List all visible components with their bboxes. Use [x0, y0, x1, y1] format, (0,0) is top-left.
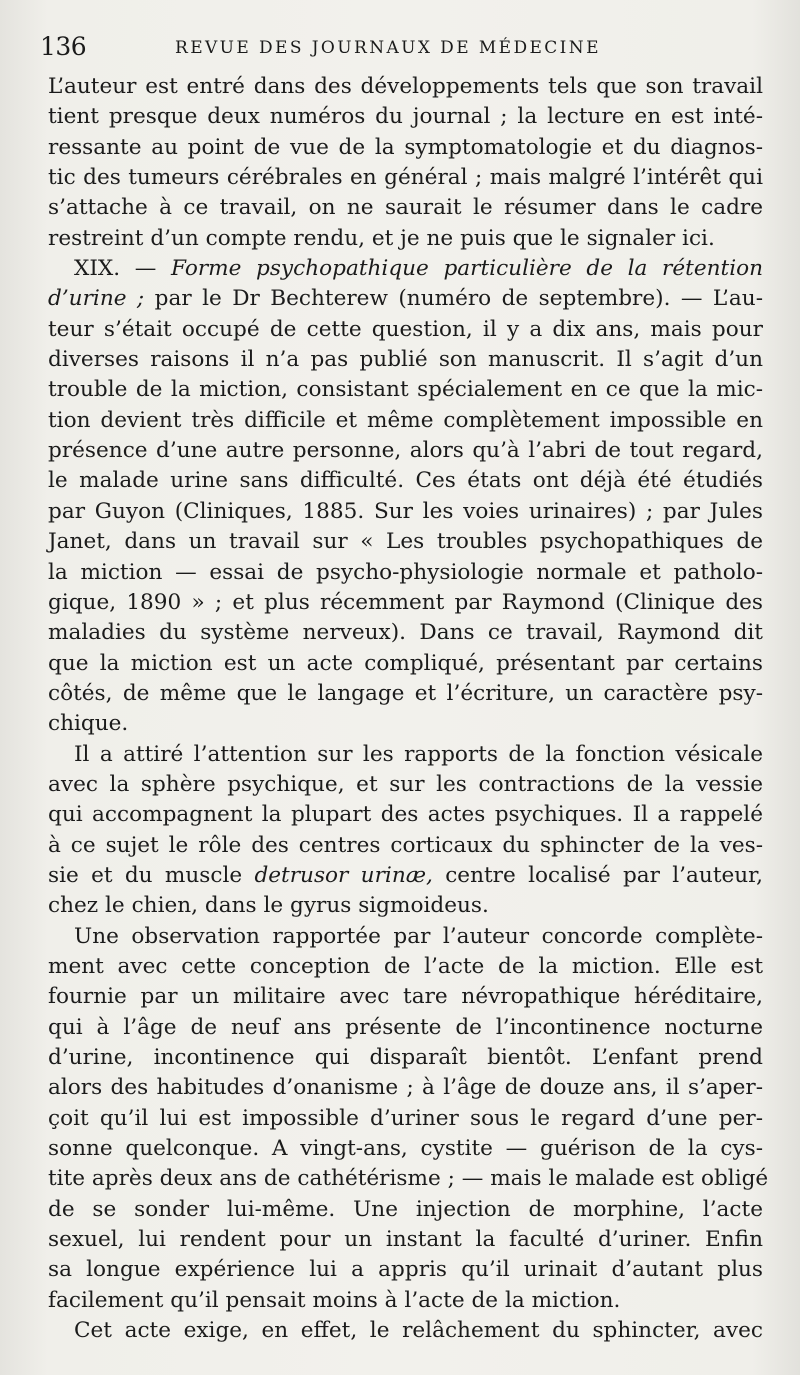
text-line: chique.: [48, 711, 129, 737]
text-line: par Guyon (Cliniques, 1885. Sur les voies urinaires) ; par Jules: [48, 498, 763, 524]
text-line: d’urine ; par le Dr Bechterew (numéro de septembre). — L’au-: [48, 286, 763, 312]
paragraph-start-line: Il a attiré l’attention sur les rapports de la fonction vésicale: [74, 741, 763, 767]
text-line: facilement qu’il pensait moins à l’acte de la miction.: [48, 1287, 621, 1313]
text-line: sonne quelconque. A vingt-ans, cystite — guérison de la cys-: [48, 1136, 763, 1162]
text-line: présence d’une autre personne, alors qu’à l’abri de tout regard,: [48, 438, 763, 464]
text-line: à ce sujet le rôle des centres corticaux du sphincter de la ves-: [48, 832, 763, 858]
text-line: chez le chien, dans le gyrus sigmoideus.: [48, 893, 489, 919]
text-line: s’attache à ce travail, on ne saurait le résumer dans le cadre: [48, 195, 763, 221]
text-line: restreint d’un compte rendu, et je ne puis que le signaler ici.: [48, 225, 715, 251]
text-line: çoit qu’il lui est impossible d’uriner sous le regard d’une per-: [48, 1105, 763, 1131]
text-line: teur s’était occupé de cette question, il y a dix ans, mais pour: [48, 316, 763, 342]
page-number: 136: [40, 32, 87, 61]
text-line: la miction — essai de psycho-physiologie normale et patholo-: [48, 559, 763, 585]
body-text: [48, 72, 769, 1346]
text-line: tite après deux ans de cathétérisme ; — mais le malade est obligé: [48, 1166, 769, 1192]
text-line: qui à l’âge de neuf ans présente de l’incontinence nocturne: [48, 1014, 763, 1040]
running-head: REVUE DES JOURNAUX DE MÉDECINE: [175, 38, 601, 58]
text-line: alors des habitudes d’onanisme ; à l’âge de douze ans, il s’aper-: [48, 1075, 763, 1101]
text-line: L’auteur est entré dans des développements tels que son travail: [48, 74, 763, 99]
text-line: ment avec cette conception de l’acte de la miction. Elle est: [48, 953, 763, 979]
text-line: maladies du système nerveux). Dans ce travail, Raymond dit: [48, 620, 763, 646]
page-header: [40, 30, 765, 66]
text-line: gique, 1890 » ; et plus récemment par Raymond (Clinique des: [48, 589, 763, 615]
text-line: sie et du muscle detrusor urinæ, centre localisé par l’auteur,: [48, 862, 764, 888]
text-line: ressante au point de vue de la symptomatologie et du diagnos-: [48, 134, 763, 160]
text-line: sa longue expérience lui a appris qu’il urinait d’autant plus: [48, 1257, 763, 1283]
text-line: d’urine, incontinence qui disparaît bientôt. L’enfant prend: [48, 1045, 763, 1070]
text-line: côtés, de même que le langage et l’écriture, un caractère psy-: [48, 680, 763, 706]
text-line: tient presque deux numéros du journal ; la lecture en est inté-: [48, 104, 763, 130]
text-line: Janet, dans un travail sur « Les troubles psychopathiques de: [48, 529, 763, 555]
paragraph-start-line: Une observation rapportée par l’auteur concorde complète-: [74, 923, 763, 949]
text-line: fournie par un militaire avec tare névropathique héréditaire,: [48, 984, 763, 1010]
text-line: de se sonder lui-même. Une injection de morphine, l’acte: [48, 1196, 763, 1222]
text-line: que la miction est un acte compliqué, présentant par certains: [48, 650, 763, 676]
latin-term: detrusor urinæ,: [254, 862, 433, 888]
text-line: trouble de la miction, consistant spécialement en ce que la mic-: [48, 377, 763, 403]
text-line: tic des tumeurs cérébrales en général ; mais malgré l’intérêt qui: [48, 165, 763, 191]
paragraph-start-line: Cet acte exige, en effet, le relâchement du sphincter, avec: [74, 1318, 763, 1344]
text-line: avec la sphère psychique, et sur les contractions de la vessie: [48, 771, 763, 797]
text-line: qui accompagnent la plupart des actes psychiques. Il a rappelé: [48, 802, 763, 828]
text-line: le malade urine sans difficulté. Ces états ont déjà été étudiés: [48, 468, 763, 494]
article-title-continued: d’urine ;: [48, 286, 145, 312]
section-heading-line: XIX. — Forme psychopathique particulière de la rétention: [74, 256, 764, 282]
article-title: Forme psychopathique particulière de la rétention: [171, 256, 764, 282]
text-line: sexuel, lui rendent pour un instant la faculté d’uriner. Enfin: [48, 1227, 763, 1253]
text-line: tion devient très difficile et même complètement impossible en: [48, 407, 763, 433]
text-line: diverses raisons il n’a pas publié son manuscrit. Il s’agit d’un: [48, 347, 763, 373]
